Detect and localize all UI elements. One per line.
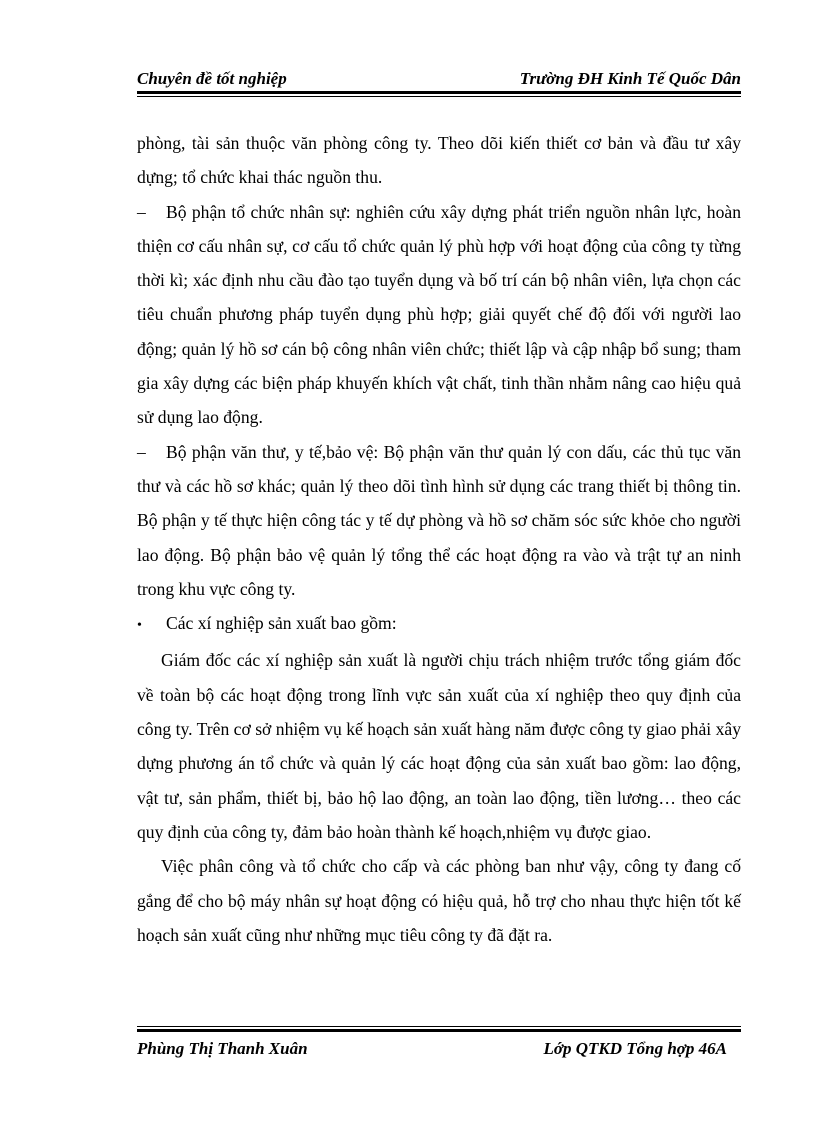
- bullet-list-item-text: Các xí nghiệp sản xuất bao gồm:: [166, 613, 397, 634]
- bullet-marker: •: [137, 618, 142, 634]
- dash-marker: –: [137, 441, 146, 462]
- dash-list-item-personnel: [137, 195, 741, 435]
- page-footer: [137, 1038, 741, 1060]
- footer-class-name: Lớp QTKD Tổng hợp 46A: [543, 1039, 727, 1058]
- paragraph-continuation: phòng, tài sản thuộc văn phòng công ty. Theo dõi kiến thiết cơ bản và đầu tư xây dựng; tổ chức khai thác nguồn thu.: [137, 133, 741, 188]
- header-document-title: Chuyên đề tốt nghiệp: [137, 69, 287, 88]
- bullet-list-item: [137, 606, 741, 643]
- dash-marker: –: [137, 201, 146, 222]
- dash-list-item-admin: [137, 435, 741, 606]
- dash-list-item-text: Bộ phận văn thư, y tế,bảo vệ: Bộ phận văn thư quản lý con dấu, các thủ tục văn thư và các hồ sơ khác; quản lý theo dõi tình hình sử dụng các trang thiết bị thông tin. Bộ phận y tế thực hiện công tác y tế dự phòng và hồ sơ chăm sóc sức khỏe cho người lao động. Bộ phận bảo vệ quản lý tổng thể các hoạt động ra vào và trật tự an ninh trong khu vực công ty.: [137, 441, 741, 599]
- footer-author-name: Phùng Thị Thanh Xuân: [137, 1039, 308, 1058]
- body-content: [137, 126, 741, 952]
- paragraph-enterprises: Giám đốc các xí nghiệp sản xuất là người chịu trách nhiệm trước tổng giám đốc về toàn bộ các hoạt động trong lĩnh vực sản xuất của xí nghiệp theo quy định của công ty. Trên cơ sở nhiệm vụ kế hoạch sản xuất hàng năm được công ty giao phải xây dựng phương án tổ chức và quản lý các hoạt động của sản xuất bao gồm: lao động, vật tư, sản phẩm, thiết bị, bảo hộ lao động, an toàn lao động, tiền lương… theo các quy định của công ty, đảm bảo hoàn thành kế hoạch,nhiệm vụ được giao.: [137, 650, 741, 842]
- header-rule-thin: [137, 96, 741, 97]
- dash-list-item-text: Bộ phận tổ chức nhân sự: nghiên cứu xây dựng phát triển nguồn nhân lực, hoàn thiện cơ cấu nhân sự, cơ cấu tổ chức quản lý phù hợp với hoạt động của công ty từng thời kì; xác định nhu cầu đào tạo tuyển dụng và bố trí cán bộ nhân viên, lựa chọn các tiêu chuẩn phương pháp tuyển dụng phù hợp; giải quyết chế độ đối với người lao động; quản lý hồ sơ cán bộ công nhân viên chức; thiết lập và cập nhập bổ sung; tham gia xây dựng các biện pháp khuyến khích vật chất, tinh thần nhằm nâng cao hiệu quả sử dụng lao động.: [137, 201, 741, 428]
- page-header: [137, 68, 741, 90]
- paragraph-conclusion: Việc phân công và tổ chức cho cấp và các phòng ban như vậy, công ty đang cố gắng để cho bộ máy nhân sự hoạt động có hiệu quả, hỗ trợ cho nhau thực hiện tốt kế hoạch sản xuất cũng như những mục tiêu công ty đã đặt ra.: [137, 856, 741, 945]
- header-university-name: Trường ĐH Kinh Tế Quốc Dân: [519, 69, 741, 88]
- footer-rule-thin: [137, 1026, 741, 1027]
- header-rule-thick: [137, 91, 741, 94]
- footer-rule-thick: [137, 1029, 741, 1032]
